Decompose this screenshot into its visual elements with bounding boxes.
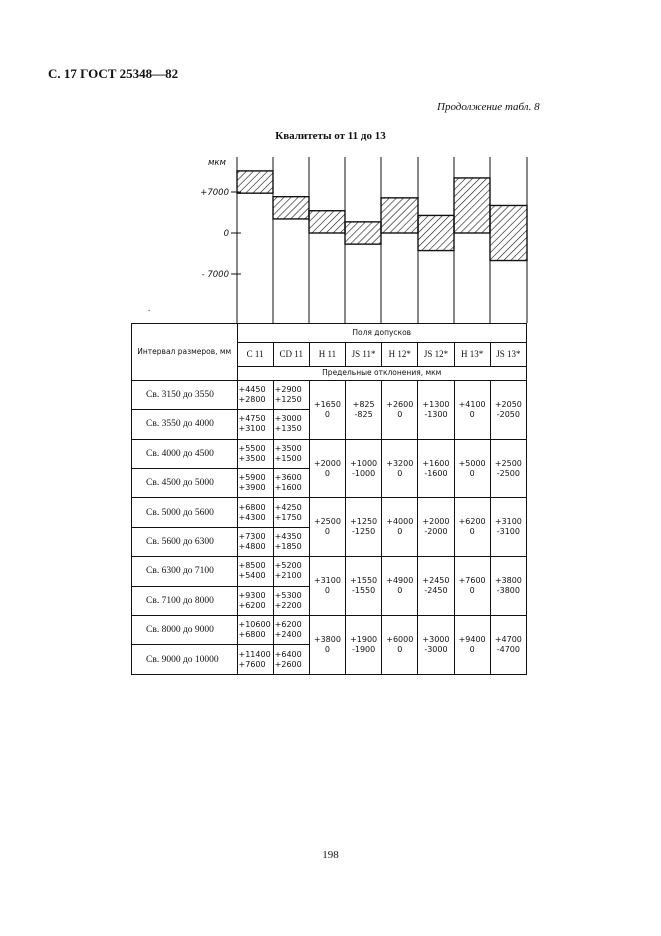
size-interval: Св. 7100 до 8000 [132,586,238,615]
deviation-value: +2500 [313,517,341,527]
h11-cell [309,557,345,616]
table-row [132,439,527,468]
h12-cell [382,439,418,498]
size-interval: Св. 4500 до 5000 [132,469,238,498]
deviation-value: 0 [469,468,475,478]
deviation-value: +10600 [238,620,271,630]
y-unit-label: мкм [208,158,226,168]
c11-cell [237,527,273,556]
tolerance-code: H 12* [382,343,418,366]
cd11-cell [273,616,309,645]
deviation-value: 0 [324,586,330,596]
table-row [132,498,527,527]
c11-cell [237,410,273,439]
deviation-value: -1300 [424,409,448,419]
tolerance-code: JS 11* [346,343,382,366]
size-interval: Св. 5600 до 6300 [132,527,238,556]
c11-cell [237,498,273,527]
deviation-value: +5400 [238,571,266,581]
cd11-cell [273,498,309,527]
c11-cell [237,645,273,675]
cd11-cell [273,557,309,586]
c11-cell [237,616,273,645]
deviation-value: +4750 [238,414,266,424]
y-tick-label: - 7000 [201,270,229,280]
deviation-value: +11400 [238,649,271,659]
deviation-value: +4350 [274,532,302,542]
size-interval: Св. 4000 до 4500 [132,439,238,468]
deviation-value: -825 [354,409,373,419]
deviation-value: +2200 [274,600,302,610]
deviation-value: +3500 [238,453,266,463]
size-interval: Св. 3550 до 4000 [132,410,238,439]
tolerance-chart [0,0,661,330]
deviation-value: +2500 [494,458,522,468]
c11-cell [237,380,273,409]
deviation-value: +1750 [274,512,302,522]
deviation-value: -1900 [351,645,376,655]
deviation-value: +1550 [350,576,378,586]
h13-cell [454,439,490,498]
c11-cell [237,469,273,498]
deviation-value: +2600 [274,659,302,669]
deviation-value: +8500 [238,561,266,571]
deviation-value: +6200 [274,620,302,630]
deviation-value: -2500 [496,468,520,478]
deviation-value: +2000 [422,517,450,527]
deviation-value: -4700 [496,645,520,655]
h11-cell [309,380,345,439]
h12-cell [382,557,418,616]
stray-mark: . [148,303,151,313]
deviation-value: +1000 [350,458,378,468]
deviation-value: -2050 [496,409,520,419]
tolerance-code: H 13* [454,343,490,366]
h12-cell [382,616,418,675]
deviation-value: +5900 [238,473,266,483]
deviation-value: +4000 [386,517,414,527]
deviation-value: +2800 [238,394,266,404]
tolerance-bar-4 [345,222,381,244]
tolerance-bar-3 [309,211,345,233]
h11-cell [309,616,345,675]
deviation-value: +1250 [274,394,302,404]
deviation-value: -1550 [351,586,376,596]
deviation-value: 0 [324,527,330,537]
deviation-value: +3100 [313,576,341,586]
deviation-value: -2450 [424,586,448,596]
deviation-value: +5000 [458,458,486,468]
deviation-value: +3600 [274,473,302,483]
deviation-value: +1600 [274,483,302,493]
deviation-value: +2050 [494,399,522,409]
deviations-header: Предельные отклонения, мкм [237,366,527,380]
deviation-value: +7600 [238,659,266,669]
deviation-value: +2900 [274,384,302,394]
js13-cell [490,616,526,675]
deviation-value: +1900 [350,635,378,645]
continuation-label: Продолжение табл. 8 [437,101,540,113]
deviation-value: +3000 [422,635,450,645]
deviation-value: +2600 [386,399,414,409]
table-row [132,557,527,586]
deviation-value: +7600 [458,576,486,586]
chart-title: Квалитеты от 11 до 13 [275,130,386,142]
js13-cell [490,557,526,616]
deviation-value: -3800 [496,586,520,596]
deviation-value: +1850 [274,542,302,552]
tolerance-fields-header: Поля допусков [237,324,527,343]
deviation-value: +4900 [386,576,414,586]
deviation-value: +9400 [458,635,486,645]
deviation-value: +825 [352,399,375,409]
deviation-value: +4300 [238,512,266,522]
deviation-value: 0 [324,409,330,419]
tolerance-bar-1 [237,171,273,193]
deviation-value: +6800 [238,630,266,640]
page-number: 198 [322,849,339,861]
cd11-cell [273,586,309,615]
js12-cell [418,557,454,616]
h11-cell [309,498,345,557]
deviation-value: +5200 [274,561,302,571]
js12-cell [418,498,454,557]
deviation-value: +3000 [274,414,302,424]
deviation-value: +3800 [494,576,522,586]
deviation-value: -1600 [424,468,448,478]
page-header: С. 17 ГОСТ 25348—82 [48,66,179,81]
deviation-value: +2450 [422,576,450,586]
deviation-value: 0 [324,645,330,655]
size-interval: Св. 6300 до 7100 [132,557,238,586]
deviation-value: +6200 [458,517,486,527]
deviation-value: +1650 [313,399,341,409]
table-row [132,380,527,409]
deviation-value: +5300 [274,590,302,600]
cd11-cell [273,439,309,468]
tolerance-bar-2 [273,197,309,219]
deviation-value: +7300 [238,532,266,542]
js11-cell [346,380,382,439]
deviation-value: +5500 [238,443,266,453]
deviation-value: +3200 [386,458,414,468]
size-interval: Св. 3150 до 3550 [132,380,238,409]
deviation-value: +6200 [238,600,266,610]
tolerance-bar-5 [381,198,418,233]
cd11-cell [273,527,309,556]
tolerance-table [131,323,527,675]
h13-cell [454,498,490,557]
js13-cell [490,380,526,439]
cd11-cell [273,380,309,409]
deviation-value: 0 [397,468,403,478]
deviation-value: 0 [469,586,475,596]
size-interval: Св. 5000 до 5600 [132,498,238,527]
deviation-value: -3100 [496,527,520,537]
deviation-value: +4250 [274,502,302,512]
h11-cell [309,439,345,498]
h12-cell [382,498,418,557]
js12-cell [418,380,454,439]
deviation-value: +3800 [313,635,341,645]
js11-cell [346,557,382,616]
chart-bars [237,171,527,261]
js11-cell [346,439,382,498]
deviation-value: -1000 [351,468,376,478]
cd11-cell [273,410,309,439]
deviation-value: +3100 [238,424,266,434]
deviation-value: +3500 [274,443,302,453]
tolerance-code: C 11 [237,343,273,366]
js12-cell [418,439,454,498]
y-tick-label: 0 [223,229,229,239]
deviation-value: +4700 [494,635,522,645]
deviation-value: +1500 [274,453,302,463]
h13-cell [454,380,490,439]
js11-cell [346,498,382,557]
deviation-value: +1250 [350,517,378,527]
cd11-cell [273,645,309,675]
y-tick-label: +7000 [200,188,229,198]
deviation-value: +4100 [458,399,486,409]
deviation-value: +6400 [274,649,302,659]
deviation-value: +1350 [274,424,302,434]
deviation-value: +3900 [238,483,266,493]
size-interval: Св. 9000 до 10000 [132,645,238,675]
deviation-value: +2400 [274,630,302,640]
deviation-value: +4450 [238,384,266,394]
deviation-value: 0 [469,409,475,419]
deviation-value: 0 [469,645,475,655]
size-interval: Св. 8000 до 9000 [132,616,238,645]
deviation-value: +2000 [313,458,341,468]
deviation-value: 0 [397,586,403,596]
deviation-value: -3000 [424,645,448,655]
c11-cell [237,586,273,615]
tolerance-code: CD 11 [273,343,309,366]
h12-cell [382,380,418,439]
tolerance-code: JS 13* [490,343,526,366]
h13-cell [454,557,490,616]
c11-cell [237,439,273,468]
deviation-value: -1250 [351,527,376,537]
js13-cell [490,498,526,557]
deviation-value: 0 [397,409,403,419]
deviation-value: +6800 [238,502,266,512]
deviation-value: 0 [324,468,330,478]
deviation-value: +1300 [422,399,450,409]
deviation-value: +6000 [386,635,414,645]
h13-cell [454,616,490,675]
tolerance-bar-8 [490,205,527,260]
tolerance-bar-6 [418,215,454,250]
tolerance-code: H 11 [309,343,345,366]
deviation-value: +9300 [238,590,266,600]
deviation-value: 0 [469,527,475,537]
deviation-value: -2000 [424,527,448,537]
deviation-value: +3100 [494,517,522,527]
size-interval-header: Интервал размеров, мм [132,324,238,381]
tolerance-bar-7 [454,178,490,233]
js12-cell [418,616,454,675]
js11-cell [346,616,382,675]
c11-cell [237,557,273,586]
js13-cell [490,439,526,498]
deviation-value: 0 [397,645,403,655]
cd11-cell [273,469,309,498]
deviation-value: +4800 [238,542,266,552]
deviation-value: +2100 [274,571,302,581]
deviation-value: +1600 [422,458,450,468]
table-row [132,616,527,645]
tolerance-code: JS 12* [418,343,454,366]
deviation-value: 0 [397,527,403,537]
